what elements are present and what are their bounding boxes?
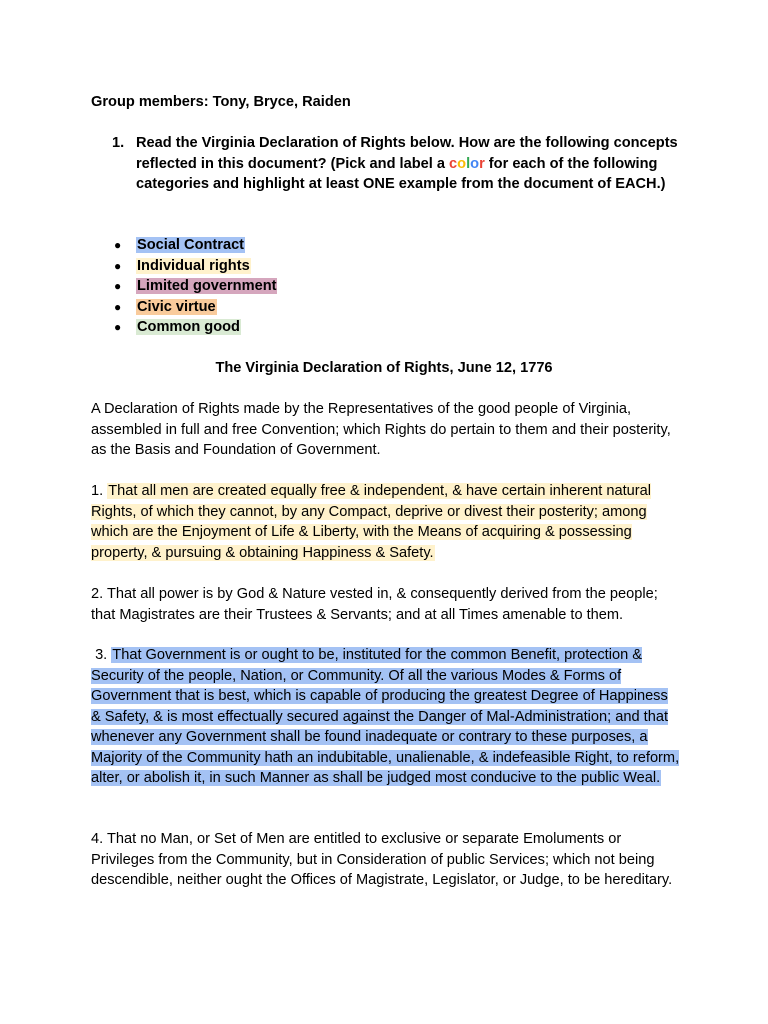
category-item-common-good — [112, 317, 277, 338]
bullet-icon: ● — [114, 320, 122, 334]
article-4-paragraph: 4. That no Man, or Set of Men are entitled to exclusive or separate Emoluments or Privileges from the Community, but in Consideration of public Services; which not being descendible, neither ought the Offices of Magistrate, Legislator, or Judge, to be hereditary. — [91, 831, 673, 888]
document-title: The Virginia Declaration of Rights, June 12, 1776 — [215, 360, 553, 376]
group-members-line: Group members: Tony, Bryce, Raiden — [91, 94, 351, 110]
category-label: Social Contract — [137, 237, 245, 253]
highlight-individual-rights: That all men are created equally free & independent, & have certain inherent natural Rights, of which they cannot, by any Compact, deprive or divest their posterity; among which are the Enjoyment of Life & Liberty, with the Means of acquiring & possessing property, & pursuing & obtaining Happiness & Safety. — [91, 483, 651, 561]
article-3-paragraph — [91, 645, 681, 789]
category-item-civic-virtue — [112, 297, 277, 318]
category-label: Individual rights — [137, 257, 250, 274]
category-label: Limited government — [137, 278, 277, 294]
category-label: Civic virtue — [137, 298, 216, 315]
highlight-social-contract: That Government is or ought to be, instituted for the common Benefit, protection & Security of the people, Nation, or Community. Of all the various Modes & Forms of Government that is best, which is capable of producing the greatest Degree of Happiness & Safety, & is most effectually secured against the Danger of Mal-Administration; and that whenever any Government shall be found inadequate or contrary to these purposes, a Majority of the Community hath an indubitable, unalienable, & indefeasible Right, to reform, alter, or abolish it, in such Manner as shall be judged most conducive to the public Weal. — [91, 647, 680, 786]
category-item-individual-rights — [112, 256, 277, 277]
bullet-icon: ● — [114, 258, 122, 273]
color-letter: o — [457, 155, 467, 172]
question-1 — [112, 133, 682, 195]
color-letter: c — [449, 155, 458, 172]
category-label: Common good — [137, 319, 240, 335]
bullet-icon: ● — [114, 299, 122, 314]
category-list — [112, 235, 277, 338]
article-1-paragraph — [91, 481, 681, 563]
article-number: 1. — [91, 483, 104, 499]
question-text-after: for each of the following categories and highlight at least ONE example from the document of EACH.) — [136, 155, 666, 192]
color-letter: r — [479, 155, 485, 172]
question-number: 1. — [112, 135, 125, 151]
bullet-icon: ● — [114, 238, 122, 252]
color-word — [449, 156, 485, 172]
category-item-limited-government — [112, 276, 277, 297]
question-text — [136, 133, 682, 195]
color-letter: l — [466, 155, 471, 172]
color-letter: o — [470, 155, 480, 172]
article-number: 3. — [95, 647, 108, 663]
category-item-social-contract — [112, 235, 277, 256]
article-2-paragraph: 2. That all power is by God & Nature vested in, & consequently derived from the people; that Magistrates are their Trustees & Servants; and at all Times amenable to them. — [91, 586, 658, 623]
question-text-before: Read the Virginia Declaration of Rights below. How are the following concepts reflected in this document? (Pick and label a — [136, 135, 678, 172]
intro-paragraph: A Declaration of Rights made by the Representatives of the good people of Virginia, assembled in full and free Convention; which Rights do pertain to them and their posterity, as the Basis and Foundation of Government. — [91, 401, 671, 458]
bullet-icon: ● — [114, 279, 122, 293]
